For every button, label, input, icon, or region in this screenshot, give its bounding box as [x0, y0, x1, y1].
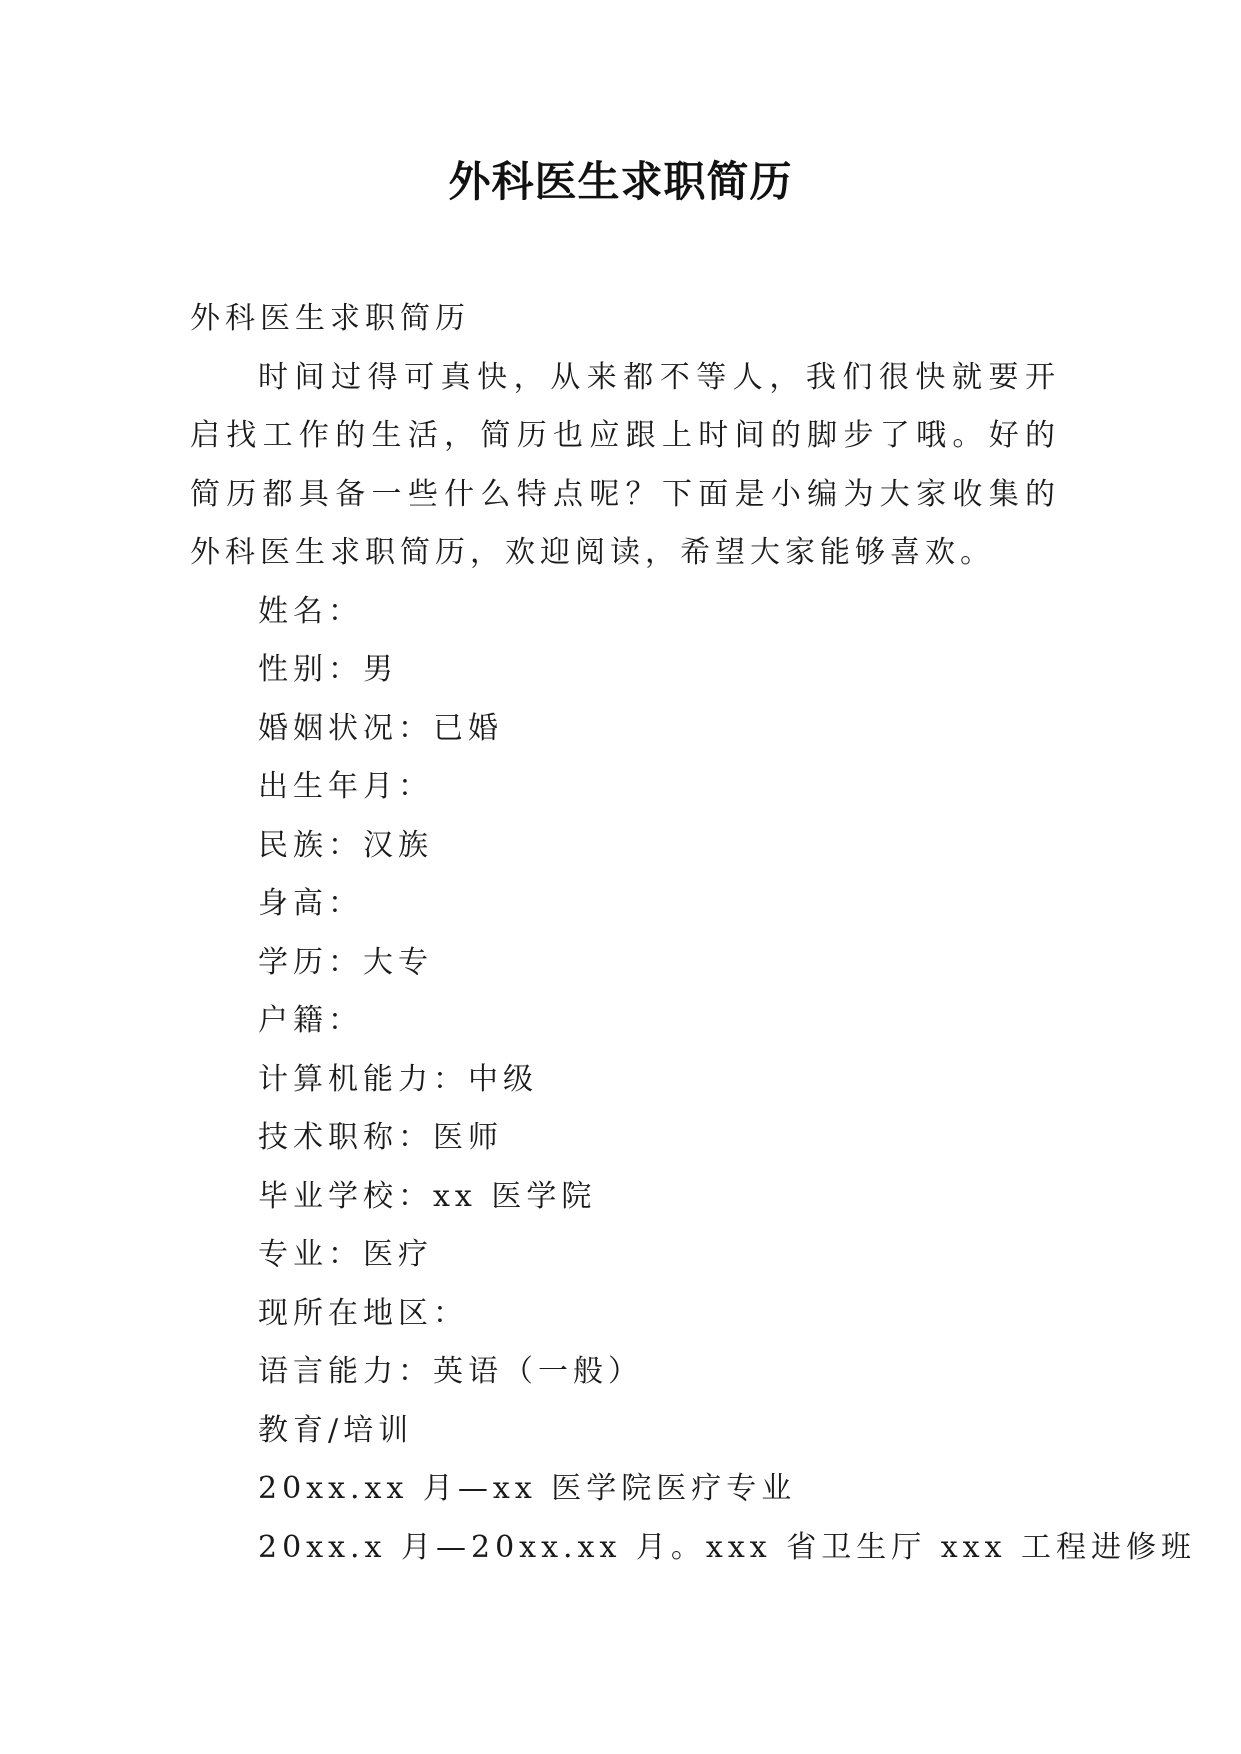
field-graduated-school — [190, 1168, 1060, 1227]
field-value: xx 医学院 — [433, 1178, 597, 1214]
field-label: 户籍： — [258, 1003, 363, 1038]
education-line: 20xx.x 月—20xx.xx 月。xxx 省卫生厅 xxx 工程进修班 — [258, 1529, 1197, 1565]
field-birth-date — [190, 758, 1060, 817]
field-value: 中级 — [468, 1061, 538, 1097]
field-label: 性别： — [258, 652, 363, 687]
field-label: 民族： — [258, 827, 363, 863]
field-label: 计算机能力： — [258, 1061, 468, 1097]
field-marital-status — [190, 700, 1060, 759]
field-gender — [190, 641, 1060, 700]
education-line: 20xx.xx 月—xx 医学院医疗专业 — [258, 1471, 797, 1506]
field-language-skills — [190, 1343, 1060, 1402]
education-heading: 教育/培训 — [258, 1412, 414, 1448]
intro-paragraph: 时间过得可真快，从来都不等人，我们很快就要开启找工作的生活，简历也应跟上时间的脚步了哦。好的简历都具备一些什么特点呢？下面是小编为大家收集的外科医生求职简历，欢迎阅读，希望大家能够喜欢。 — [190, 359, 1060, 570]
field-height — [190, 875, 1060, 934]
field-value: 已婚 — [433, 710, 503, 746]
field-label: 身高： — [258, 886, 363, 921]
document-subtitle: 外科医生求职简历 — [190, 301, 470, 336]
field-label: 学历： — [258, 944, 363, 980]
field-label: 语言能力： — [258, 1354, 433, 1389]
field-ethnicity — [190, 817, 1060, 876]
field-education-level — [190, 934, 1060, 993]
field-value: 大专 — [363, 944, 433, 980]
field-technical-title — [190, 1109, 1060, 1168]
field-label: 技术职称： — [258, 1120, 433, 1155]
field-value: 英语（一般） — [433, 1354, 643, 1389]
field-household-registration — [190, 992, 1060, 1051]
field-value: 男 — [363, 652, 398, 687]
field-value: 医师 — [433, 1120, 503, 1155]
document-body — [190, 290, 1197, 1577]
field-current-region — [190, 1285, 1060, 1344]
field-label: 婚姻状况： — [258, 710, 433, 746]
field-major — [190, 1226, 1060, 1285]
document-title: 外科医生求职简历 — [448, 157, 793, 206]
field-label: 现所在地区： — [258, 1295, 468, 1331]
field-label: 专业： — [258, 1237, 363, 1272]
field-value: 医疗 — [363, 1237, 433, 1272]
field-computer-skills — [190, 1051, 1060, 1110]
field-label: 出生年月： — [258, 769, 433, 804]
field-name — [190, 583, 1060, 642]
field-label: 姓名： — [258, 593, 363, 629]
field-value: 汉族 — [363, 827, 433, 863]
field-label: 毕业学校： — [258, 1178, 433, 1214]
